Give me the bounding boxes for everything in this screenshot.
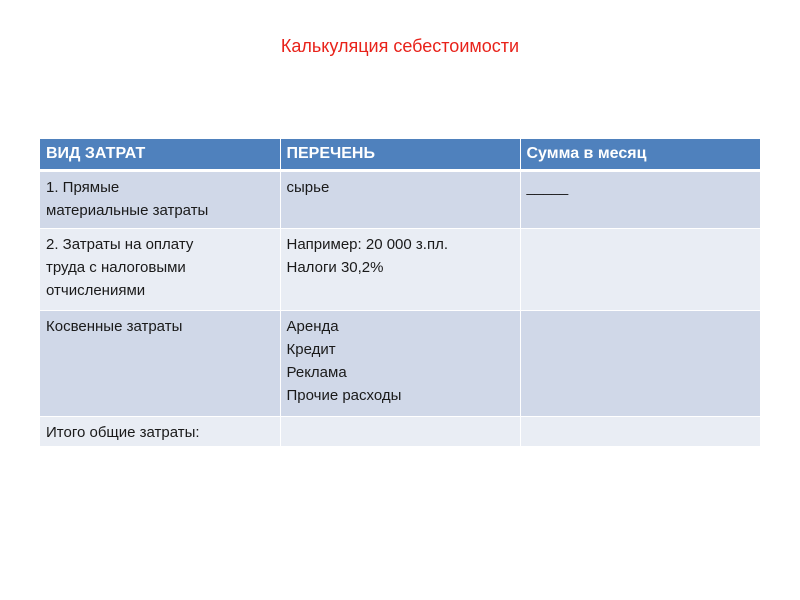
cell-list	[280, 416, 520, 446]
cell-text: материальные затраты	[46, 201, 209, 219]
amount-blank: _____	[526, 178, 569, 196]
cell-text: труда с налоговыми	[46, 258, 186, 276]
cell-cost-type	[40, 228, 280, 310]
cell-text: сырье	[286, 178, 330, 196]
cell-list	[280, 310, 520, 416]
cell-amount	[520, 310, 760, 416]
cell-text: Косвенные затраты	[46, 317, 183, 335]
cell-cost-type	[40, 170, 280, 228]
cell-text: Например: 20 000 з.пл.	[286, 235, 448, 253]
cell-text: Реклама	[286, 363, 347, 381]
cell-cost-type	[40, 310, 280, 416]
cell-text: Итого общие затраты:	[46, 423, 200, 441]
cell-text: Кредит	[286, 340, 336, 358]
column-header-list: ПЕРЕЧЕНЬ	[280, 139, 520, 170]
table-row-direct-material	[40, 170, 760, 228]
table-header-row	[40, 139, 760, 170]
cell-list	[280, 228, 520, 310]
cell-amount	[520, 228, 760, 310]
cell-text: 2. Затраты на оплату	[46, 235, 194, 253]
cell-list	[280, 170, 520, 228]
cell-amount	[520, 170, 760, 228]
column-header-cost-type: ВИД ЗАТРАТ	[40, 139, 280, 170]
cell-cost-type	[40, 416, 280, 446]
table-row-total	[40, 416, 760, 446]
slide-title: Калькуляция себестоимости	[280, 36, 520, 56]
cell-text: Аренда	[286, 317, 339, 335]
cell-text: отчислениями	[46, 281, 146, 299]
cost-table	[40, 139, 760, 447]
cell-text: Налоги 30,2%	[286, 258, 384, 276]
cell-amount	[520, 416, 760, 446]
table-row-labor	[40, 228, 760, 310]
cell-text: Прочие расходы	[286, 386, 402, 404]
table-row-indirect	[40, 310, 760, 416]
column-header-monthly-sum: Сумма в месяц	[520, 139, 760, 170]
cell-text: 1. Прямые	[46, 178, 120, 196]
